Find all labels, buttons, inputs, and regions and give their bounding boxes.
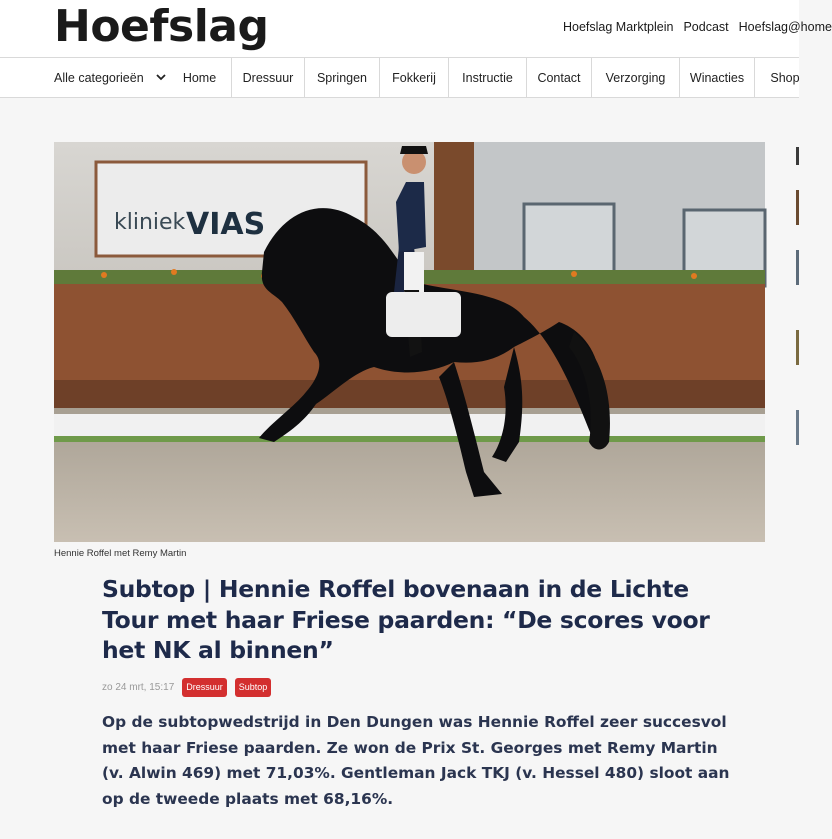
article-meta bbox=[102, 678, 271, 697]
nav-verzorging[interactable]: Verzorging bbox=[592, 58, 680, 97]
nav-instructie[interactable]: Instructie bbox=[449, 58, 527, 97]
nav-items bbox=[168, 58, 815, 97]
tag-dressuur[interactable]: Dressuur bbox=[182, 678, 227, 697]
main-nav bbox=[0, 57, 799, 98]
nav-winacties[interactable]: Winacties bbox=[680, 58, 755, 97]
tag-subtop[interactable]: Subtop bbox=[235, 678, 272, 697]
nav-home[interactable]: Home bbox=[168, 58, 232, 97]
sidebar-edge bbox=[792, 145, 799, 445]
link-podcast[interactable]: Podcast bbox=[683, 20, 729, 34]
nav-shop[interactable]: Shop bbox=[770, 70, 800, 85]
site-logo[interactable]: Hoefslag bbox=[54, 1, 269, 52]
top-links bbox=[563, 20, 832, 34]
nav-dressuur[interactable]: Dressuur bbox=[232, 58, 305, 97]
banner-text: kliniek bbox=[114, 210, 186, 235]
banner-text-2: VIAS bbox=[186, 207, 266, 242]
image-caption: Hennie Roffel met Remy Martin bbox=[54, 548, 187, 559]
chevron-down-icon bbox=[156, 74, 166, 81]
article-date: zo 24 mrt, 15:17 bbox=[102, 682, 175, 693]
nav-contact[interactable]: Contact bbox=[527, 58, 592, 97]
category-dropdown[interactable] bbox=[54, 58, 166, 97]
article-title: Subtop | Hennie Roffel bovenaan in de Lichte Tour met haar Friese paarden: “De scores voor het NK al binnen” bbox=[102, 575, 710, 664]
hero-photo bbox=[54, 142, 765, 542]
link-marktplein[interactable]: Hoefslag Marktplein bbox=[563, 20, 674, 34]
site-header bbox=[0, 0, 832, 57]
category-label: Alle categorieën bbox=[54, 70, 144, 85]
article-lead: Op de subtopwedstrijd in Den Dungen was Hennie Roffel zeer succesvol met haar Friese paarden. Ze won de Prix St. Georges met Remy Martin (v. Alwin 469) met 71,03%. Gentleman Jack TKJ (v. Hessel 480) sloot aan op de tweede plaats met 68,16%. bbox=[102, 713, 730, 808]
hero-image bbox=[54, 142, 765, 542]
nav-fokkerij[interactable]: Fokkerij bbox=[380, 58, 449, 97]
nav-springen[interactable]: Springen bbox=[305, 58, 380, 97]
link-home[interactable]: Hoefslag@home bbox=[738, 20, 832, 34]
